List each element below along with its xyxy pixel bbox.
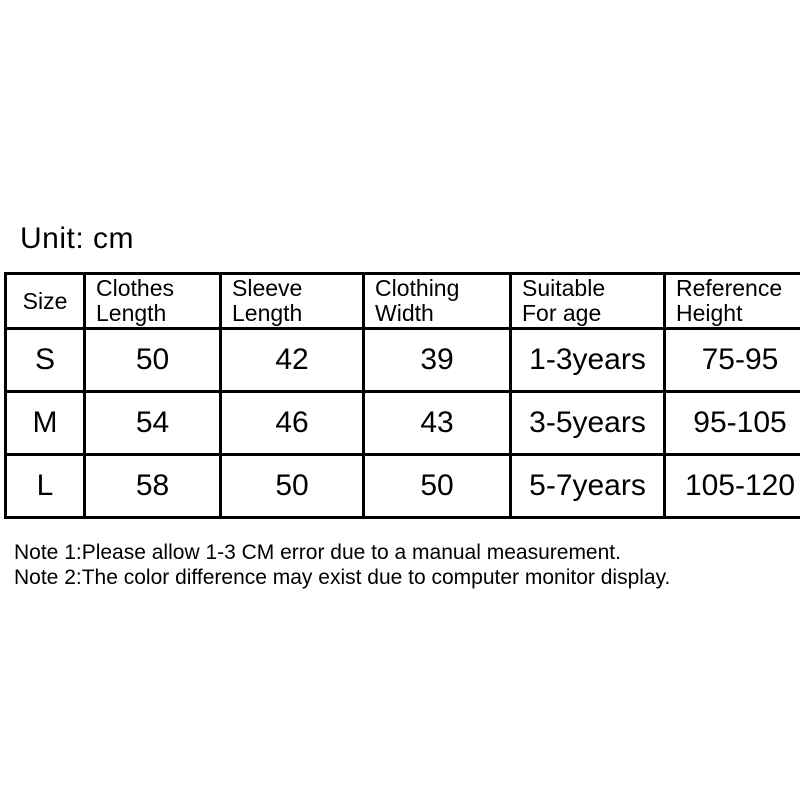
header-clothing-width-line1: Clothing <box>375 275 460 301</box>
table-row <box>6 329 800 392</box>
header-suitable-for-age <box>512 276 663 326</box>
cell-reference-height: 105-120 <box>665 455 800 518</box>
header-reference-height-line1: Reference <box>676 275 783 301</box>
cell-suitable-for-age: 1-3years <box>511 329 665 392</box>
cell-suitable-for-age: 5-7years <box>511 455 665 518</box>
header-cell-size <box>6 274 85 329</box>
cell-reference-height: 75-95 <box>665 329 800 392</box>
size-chart-table <box>4 272 800 519</box>
header-cell-clothes-length <box>85 274 221 329</box>
table-header-row <box>6 274 800 329</box>
header-sleeve-length-line1: Sleeve <box>232 275 303 301</box>
table-row <box>6 392 800 455</box>
header-clothes-length-line1: Clothes <box>96 275 174 301</box>
cell-clothing-width: 50 <box>364 455 511 518</box>
cell-clothes-length: 50 <box>85 329 221 392</box>
header-reference-height <box>666 276 800 326</box>
cell-sleeve-length: 46 <box>221 392 364 455</box>
header-sleeve-length <box>222 276 362 326</box>
cell-suitable-for-age: 3-5years <box>511 392 665 455</box>
cell-sleeve-length: 42 <box>221 329 364 392</box>
cell-clothes-length: 54 <box>85 392 221 455</box>
header-suitable-for-age-line1: Suitable <box>522 275 606 301</box>
cell-size: M <box>6 392 85 455</box>
cell-sleeve-length: 50 <box>221 455 364 518</box>
cell-clothing-width: 43 <box>364 392 511 455</box>
cell-reference-height: 95-105 <box>665 392 800 455</box>
unit-label: Unit: cm <box>20 222 135 255</box>
header-cell-suitable-for-age <box>511 274 665 329</box>
header-cell-sleeve-length <box>221 274 364 329</box>
cell-size: L <box>6 455 85 518</box>
header-cell-reference-height <box>665 274 800 329</box>
table-row <box>6 455 800 518</box>
cell-clothing-width: 39 <box>364 329 511 392</box>
cell-clothes-length: 58 <box>85 455 221 518</box>
header-clothes-length-line2: Length <box>96 300 167 326</box>
header-clothes-length <box>86 276 219 326</box>
notes-block <box>14 540 794 590</box>
header-reference-height-line2: Height <box>676 300 743 326</box>
header-sleeve-length-line2: Length <box>232 300 303 326</box>
header-clothing-width <box>365 276 509 326</box>
cell-size: S <box>6 329 85 392</box>
header-cell-clothing-width <box>364 274 511 329</box>
header-suitable-for-age-line2: For age <box>522 300 602 326</box>
note-2: Note 2:The color difference may exist due to computer monitor display. <box>14 566 671 589</box>
header-size-line1: Size <box>22 287 68 314</box>
note-1: Note 1:Please allow 1-3 CM error due to a manual measurement. <box>14 541 621 564</box>
header-clothing-width-line2: Width <box>375 300 434 326</box>
